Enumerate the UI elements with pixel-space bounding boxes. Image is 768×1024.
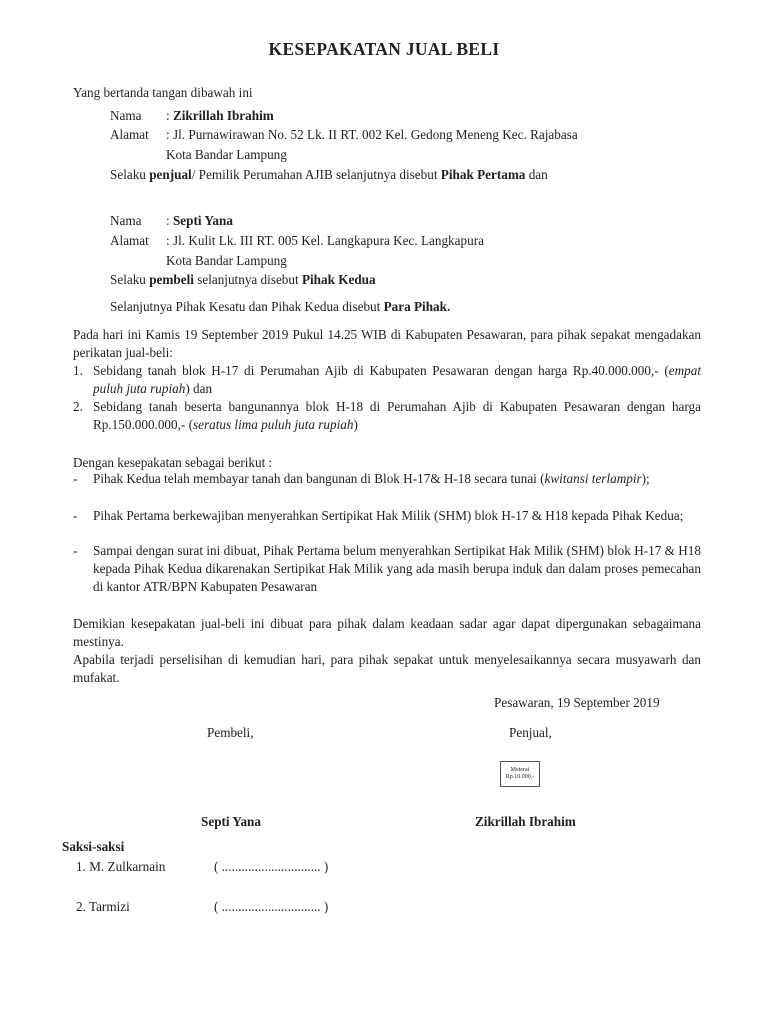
party2-name-label: Nama [110, 213, 142, 228]
opening-paragraph: Pada hari ini Kamis 19 September 2019 Pukul 14.25 WIB di Kabupaten Pesawaran, para pihak sepakat mengadakan perikatan jual-beli: [73, 327, 701, 360]
agreement-post: ); [641, 471, 650, 486]
list-item-text [93, 362, 701, 398]
para-pihak-pre: Selanjutnya Pihak Kesatu dan Pihak Kedua disebut [110, 299, 384, 314]
party1-address-row [110, 126, 578, 144]
agreement-marker: - [73, 508, 78, 523]
party1-name-row [110, 107, 274, 125]
place-date: Pesawaran, 19 September 2019 [494, 695, 660, 710]
stamp-duty-box [500, 761, 540, 787]
party1-role-bold: penjual [149, 167, 192, 182]
agreement-intro: Dengan kesepakatan sebagai berikut : [73, 455, 273, 470]
witness-title: Saksi-saksi [62, 839, 125, 854]
list-item-text [93, 398, 701, 434]
party2-role [110, 271, 376, 289]
witness-name: 1. M. Zulkarnain [76, 859, 166, 874]
witness-signature-blank: ( .............................. ) [214, 859, 329, 874]
seller-label: Penjual, [509, 725, 552, 740]
party2-role-mid: selanjutnya disebut [193, 272, 302, 287]
party2-role-pre: Selaku [110, 272, 150, 287]
party1-name-label: Nama [110, 108, 142, 123]
agreement-item [73, 470, 701, 488]
list-item-marker: 1. [73, 363, 83, 378]
agreement-text [93, 542, 701, 596]
party2-address-line1: Jl. Kulit Lk. III RT. 005 Kel. Langkapura Kec. Langkapura [172, 233, 484, 248]
stamp-line1: Meterai [510, 767, 530, 773]
party2-name-row [110, 212, 233, 230]
agreement-item [73, 507, 701, 525]
party1-address-label: Alamat [110, 127, 149, 142]
party2-address-row [110, 232, 484, 250]
party1-role-post: dan [525, 167, 548, 182]
buyer-label: Pembeli, [207, 725, 254, 740]
list-item [73, 398, 701, 434]
agreement-marker: - [73, 543, 78, 558]
agreement-main: Pihak Kedua telah membayar tanah dan bangunan di Blok H-17& H-18 secara tunai ( [93, 471, 545, 486]
agreement-italic: kwitansi terlampir [544, 471, 642, 486]
party2-address-line2: Kota Bandar Lampung [166, 253, 287, 268]
party1-address-line1: Jl. Purnawirawan No. 52 Lk. II RT. 002 Kel. Gedong Meneng Kec. Rajabasa [172, 127, 578, 142]
buyer-signature-name: Septi Yana [201, 814, 261, 829]
agreement-main: Pihak Pertama berkewajiban menyerahkan Sertipikat Hak Milik (SHM) blok H-17 & H18 kepada Pihak Kedua; [93, 508, 684, 523]
list-item-post: ) dan [185, 381, 213, 396]
agreement-main: Sampai dengan surat ini dibuat, Pihak Pertama belum menyerahkan Sertipikat Hak Milik (SHM) blok H-17 & H18 kepada Pihak Kedua dikarenakan Sertipikat Hak Milik yang ada masih berupa induk dan dalam proses pemecahan di kantor ATR/BPN Kabupaten Pesawaran [93, 543, 701, 594]
list-item-main: Sebidang tanah blok H-17 di Perumahan Ajib di Kabupaten Pesawaran dengan harga Rp.40.000.000,- ( [93, 363, 669, 378]
document-title: KESEPAKATAN JUAL BELI [268, 39, 500, 59]
para-pihak-bold: Para Pihak. [383, 299, 451, 314]
party1-name: Zikrillah Ibrahim [172, 108, 274, 123]
closing-paragraph-1: Demikian kesepakatan jual-beli ini dibuat para pihak dalam keadaan sadar agar dapat dipergunakan sebagaimana mestinya. [73, 616, 701, 649]
agreement-text [93, 507, 701, 525]
list-item-italic: seratus lima puluh juta rupiah [193, 417, 354, 432]
list-item [73, 362, 701, 398]
party1-role-name: Pihak Pertama [440, 167, 526, 182]
party1-address-separator: : [166, 127, 173, 142]
party2-name-separator: : [166, 213, 173, 228]
party1-name-separator: : [166, 108, 173, 123]
party2-address-separator: : [166, 233, 173, 248]
intro-text: Yang bertanda tangan dibawah ini [73, 85, 253, 100]
list-item-main: Sebidang tanah beserta bangunannya blok H-18 di Perumahan Ajib di Kabupaten Pesawaran dengan harga Rp.150.000.000,- ( [93, 399, 701, 432]
seller-signature-name: Zikrillah Ibrahim [475, 814, 576, 829]
closing-paragraph-2: Apabila terjadi perselisihan di kemudian hari, para pihak sepakat untuk menyelesaikannya secara musyawarh dan mufakat. [73, 652, 701, 685]
stamp-line2: Rp.10.000,- [505, 774, 535, 780]
party1-role-mid: / Pemilik Perumahan AJIB selanjutnya disebut [191, 167, 441, 182]
party2-address-label: Alamat [110, 233, 149, 248]
party1-role-pre: Selaku [110, 167, 150, 182]
party2-role-name: Pihak Kedua [301, 272, 376, 287]
party2-name: Septi Yana [172, 213, 233, 228]
witness-signature-blank: ( .............................. ) [214, 899, 329, 914]
party1-address-line2: Kota Bandar Lampung [166, 147, 287, 162]
agreement-item [73, 542, 701, 596]
agreement-marker: - [73, 471, 78, 486]
list-item-post: ) [353, 417, 358, 432]
para-pihak-line [110, 298, 450, 316]
party1-role [110, 166, 548, 184]
party2-role-bold: pembeli [149, 272, 194, 287]
list-item-italic: empat puluh juta rupiah [93, 363, 701, 396]
list-item-marker: 2. [73, 399, 83, 414]
witness-name: 2. Tarmizi [76, 899, 130, 914]
agreement-text [93, 470, 701, 488]
